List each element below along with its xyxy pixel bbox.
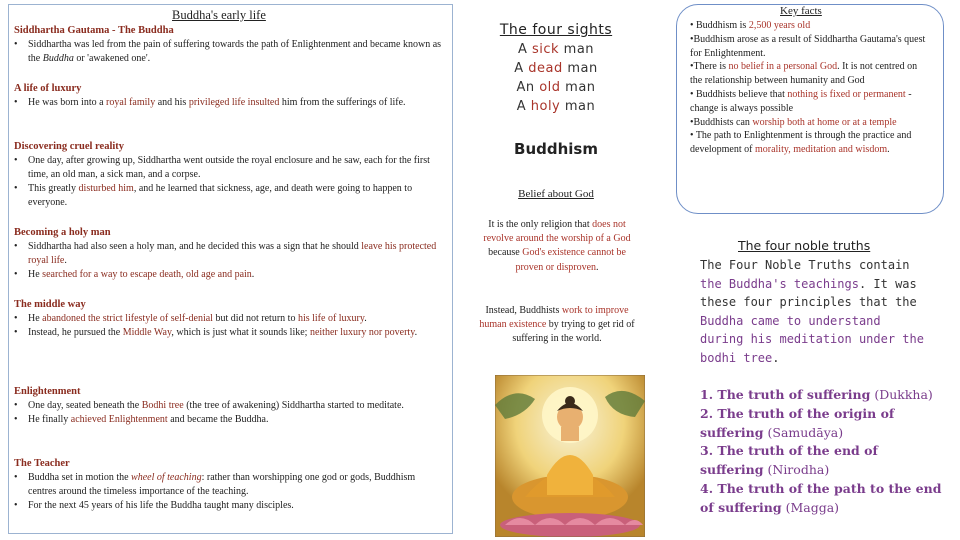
- key-facts-list: [690, 19, 930, 157]
- intro-section: [14, 24, 442, 66]
- bullet: • He was born into a royal family and his privileged life insulted him from the sufferings of life.: [14, 96, 442, 110]
- noble-truths-list: [700, 386, 945, 517]
- key-fact: •Buddhists can worship both at home or at a temple: [690, 116, 897, 128]
- intro-bullet: • Siddhartha was led from the pain of suffering towards the path of Enlightenment and became known as the Buddha or 'awakened one'.: [14, 38, 442, 66]
- key-fact: •Buddhism arose as a result of Siddhartha Gautama's quest for Enlightenment.: [690, 33, 926, 59]
- belief-title: Belief about God: [518, 188, 594, 200]
- sight-2: A dead man: [514, 61, 598, 76]
- belief-paragraph-1: It is the only religion that does not revolve around the worship of a God because God's existence cannot be proven or disproven.: [483, 219, 631, 273]
- left-title: Buddha's early life: [172, 8, 266, 22]
- bullet: • One day, seated beneath the Bodhi tree (the tree of awakening) Siddhartha started to meditate.: [14, 399, 442, 413]
- bullet: • He finally achieved Enlightenment and became the Buddha.: [14, 413, 442, 427]
- key-fact: •There is no belief in a personal God. It is not centred on the relationship between humanity and God: [690, 61, 918, 87]
- bullet: • Siddhartha had also seen a holy man, and he decided this was a sign that he should leave his protected royal life.: [14, 240, 442, 268]
- bullet: • He searched for a way to escape death, old age and pain.: [14, 268, 442, 282]
- truth-item: 1. The truth of suffering (Dukkha): [700, 387, 933, 402]
- buddha-meditation-image: [495, 375, 645, 537]
- section-middle-way: [14, 298, 442, 340]
- truth-item: 2. The truth of the origin of suffering (Samudāya): [700, 405, 895, 440]
- bullet: • One day, after growing up, Siddhartha went outside the royal enclosure and he saw, each for the first time, an old man, a sick man, and a corpse.: [14, 154, 442, 182]
- key-facts-title: Key facts: [780, 5, 822, 17]
- section-teacher: [14, 457, 442, 513]
- truth-item: 4. The truth of the path to the end of suffering (Magga): [700, 480, 942, 515]
- bullet: • Instead, he pursued the Middle Way, which is just what it sounds like; neither luxury nor poverty.: [14, 326, 442, 340]
- bullet: • Buddha set in motion the wheel of teaching: rather than worshipping one god or gods, Buddhism centres around the timeless importance of the teaching.: [14, 471, 442, 499]
- sight-3: An old man: [516, 80, 596, 95]
- sight-4: A holy man: [516, 99, 596, 114]
- bullet: • He abandoned the strict lifestyle of self-denial but did not return to his life of luxury.: [14, 312, 442, 326]
- intro-heading: Siddhartha Gautama - The Buddha: [14, 25, 174, 36]
- four-sights-title: The four sights: [499, 22, 613, 38]
- bullet: • For the next 45 years of his life the Buddha taught many disciples.: [14, 499, 442, 513]
- section-enlightenment: [14, 385, 442, 427]
- noble-truths-title: The four noble truths: [738, 238, 871, 253]
- section-title: A life of luxury: [14, 83, 82, 94]
- section-title: The Teacher: [14, 458, 70, 469]
- key-fact: • The path to Enlightenment is through the practice and development of morality, meditation and wisdom.: [690, 130, 912, 156]
- section-holy-man: [14, 226, 442, 282]
- sight-1: A sick man: [517, 42, 595, 57]
- belief-paragraph-2: Instead, Buddhists work to improve human existence by trying to get rid of suffering in the world.: [479, 305, 635, 345]
- noble-truths-intro: The Four Noble Truths contain the Buddha's teachings. It was these four principles that the Buddha came to understand during his meditation under the bodhi tree.: [700, 258, 924, 365]
- key-fact: • Buddhism is 2,500 years old: [690, 20, 811, 31]
- buddhism-title: Buddhism: [514, 140, 598, 158]
- section-title: Enlightenment: [14, 386, 81, 397]
- section-title: Discovering cruel reality: [14, 141, 125, 152]
- truth-item: 3. The truth of the end of suffering (Nirodha): [700, 443, 878, 477]
- intro-list: [14, 38, 442, 66]
- section-luxury: [14, 82, 442, 110]
- bullet: • This greatly disturbed him, and he learned that sickness, age, and death were going to happen to everyone.: [14, 182, 442, 210]
- section-title: Becoming a holy man: [14, 227, 111, 238]
- section-cruel-reality: [14, 140, 442, 210]
- key-fact: • Buddhists believe that nothing is fixed or permanent - change is always possible: [690, 88, 912, 114]
- section-title: The middle way: [14, 299, 86, 310]
